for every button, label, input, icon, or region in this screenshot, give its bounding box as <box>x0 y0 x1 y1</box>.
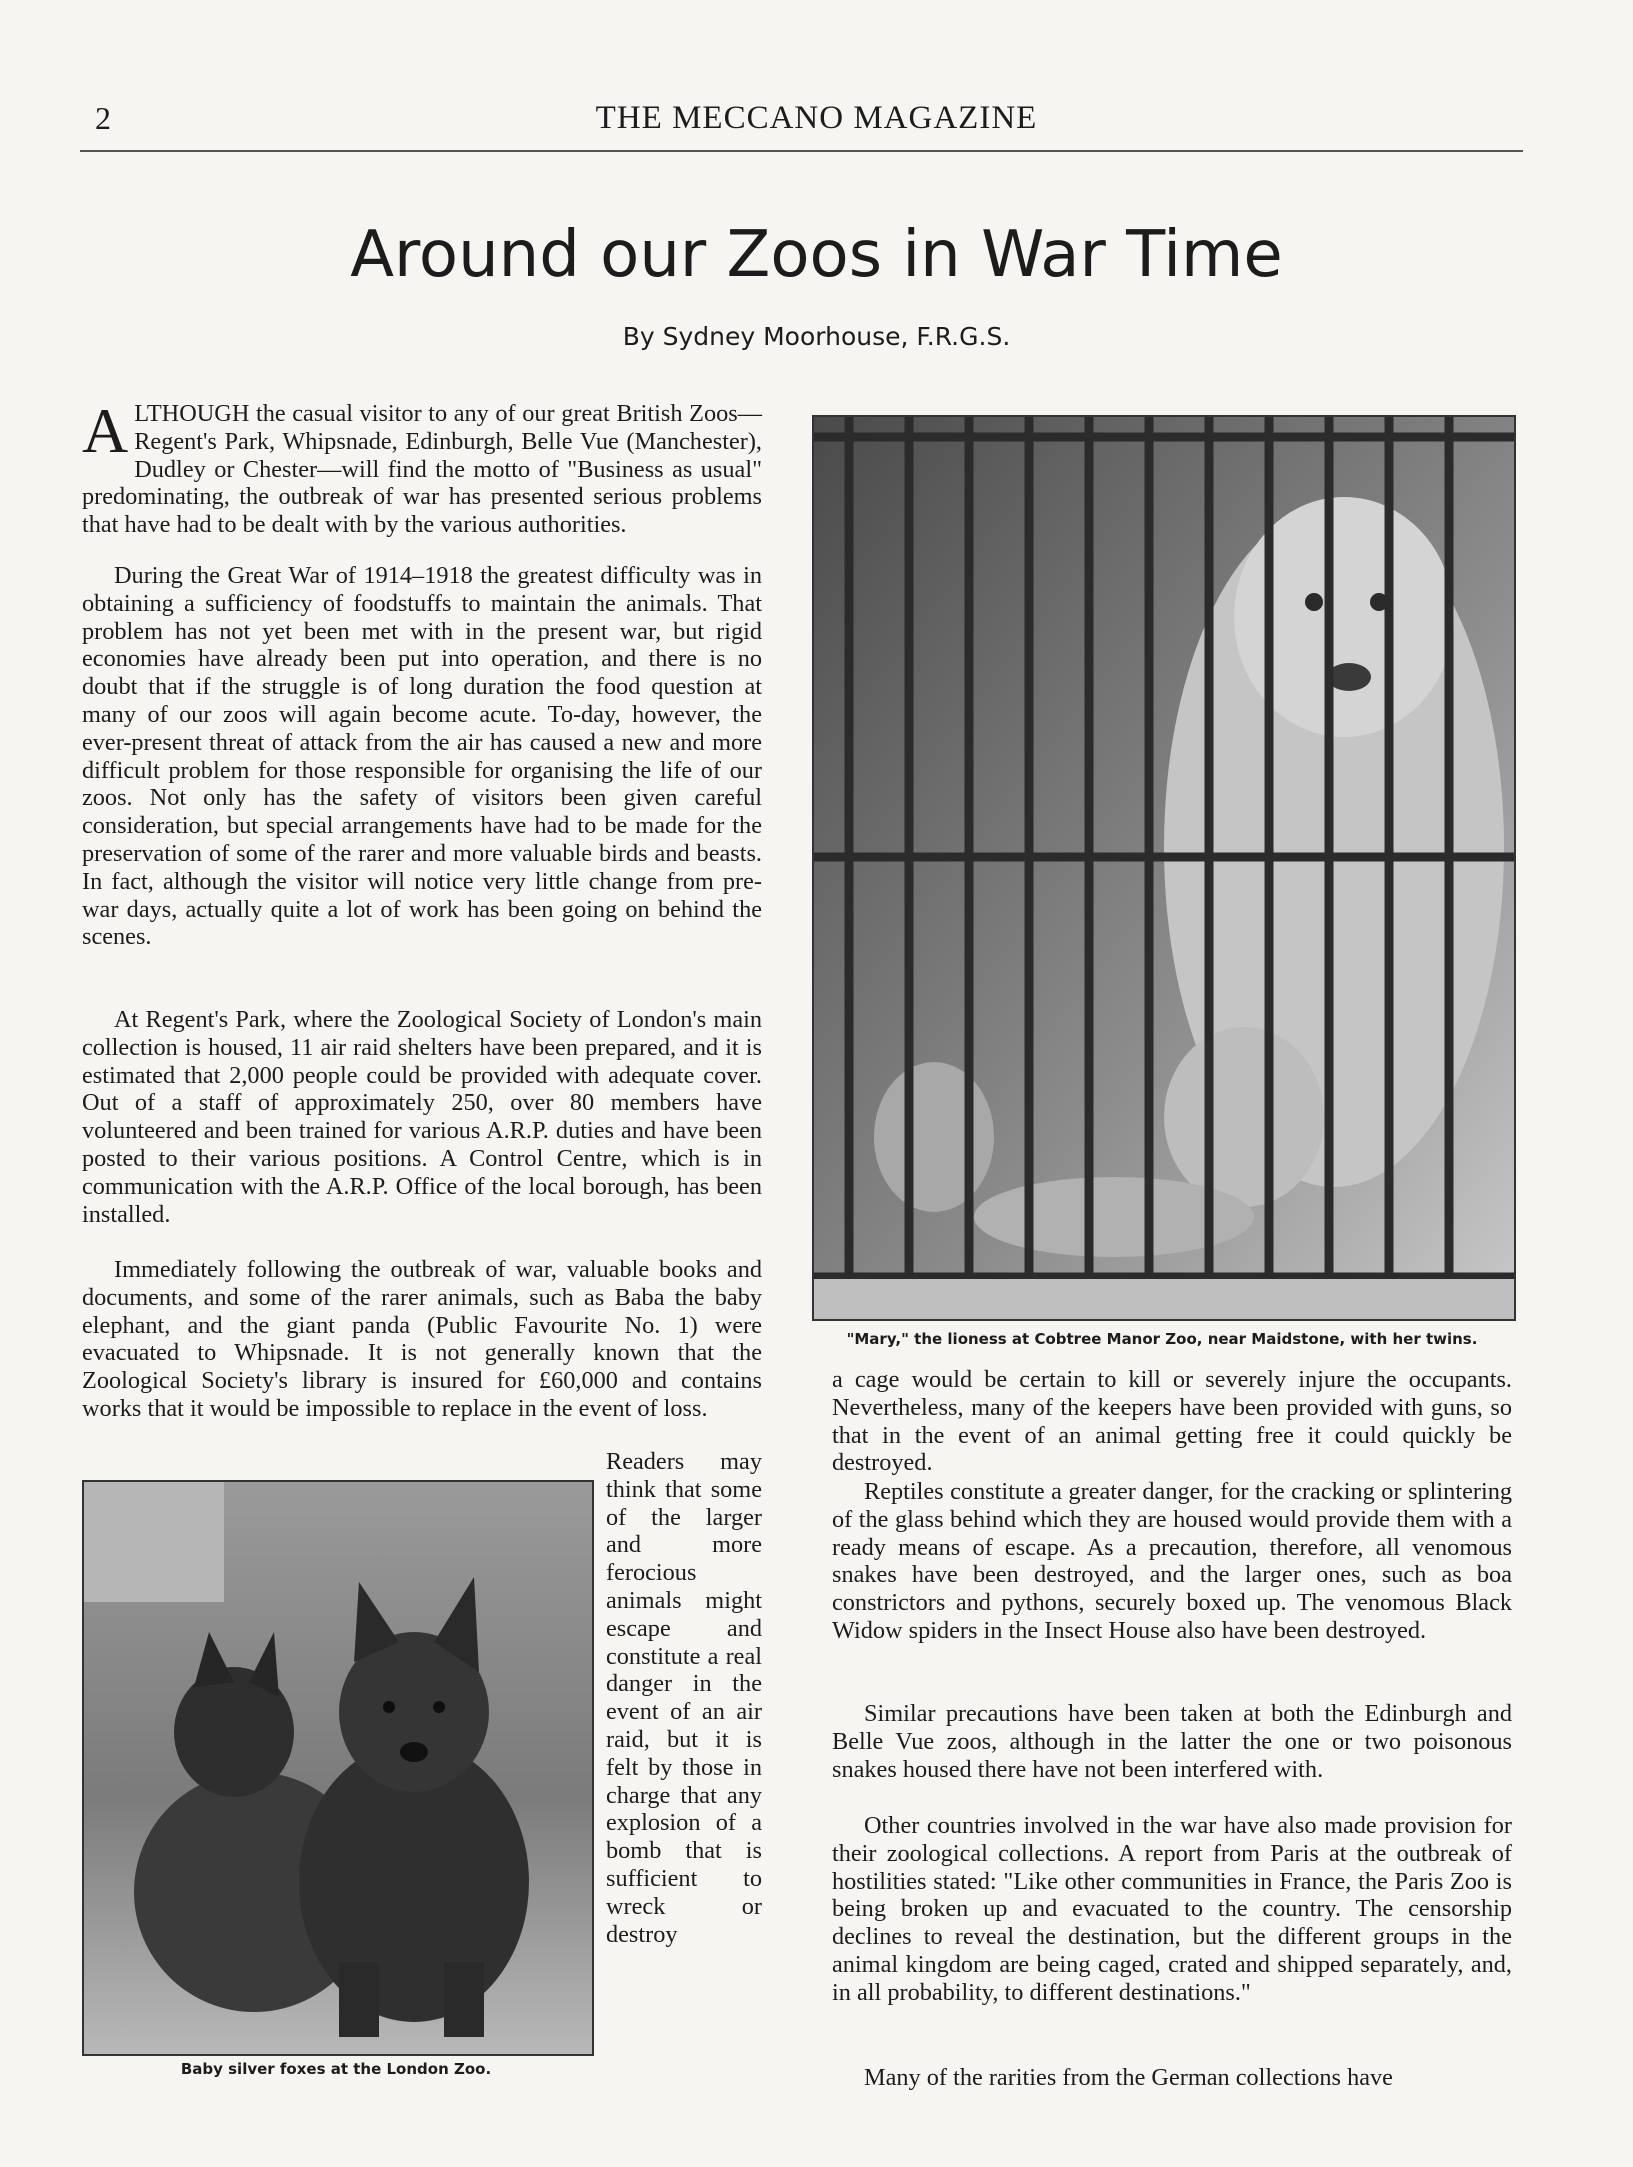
lioness-photo <box>812 415 1516 1321</box>
silver-foxes-photo <box>82 1480 594 2056</box>
dropcap: A <box>82 395 129 466</box>
paragraph-1 <box>82 395 762 539</box>
paragraph-7: Similar precautions have been taken at both the Edinburgh and Belle Vue zoos, although in the latter the one or two poisonous snakes housed there have not been interfered with. <box>832 1700 1512 1783</box>
article-title: Around our Zoos in War Time <box>350 218 1283 292</box>
paragraph-5-narrow: Readers may think that some of the larger and more ferocious animals might escape and constitute a real danger in the event of an air raid, but it is felt by those in charge that any explosion of a bomb that is sufficient to wreck or destroy <box>606 1448 762 1948</box>
foxes-caption: Baby silver foxes at the London Zoo. <box>180 2060 492 2078</box>
byline: By Sydney Moorhouse, F.R.G.S. <box>622 322 1011 351</box>
running-head: THE MECCANO MAGAZINE <box>595 100 1038 136</box>
lioness-illustration <box>814 417 1514 1319</box>
paragraph-5-continued: a cage would be certain to kill or severely injure the occupants. Nevertheless, many of the keepers have been provided with guns, so that in the event of an animal getting free it could quickly be destroyed. <box>832 1366 1512 1477</box>
paragraph-2: During the Great War of 1914–1918 the greatest difficulty was in obtaining a sufficiency of foodstuffs to maintain the animals. That problem has not yet been met with in the present war, but rigid economies have already been put into operation, and there is no doubt that if the struggle is of long duration the food question at many of our zoos will again become acute. To-day, however, the ever-present threat of attack from the air has caused a new and more difficult problem for those responsible for organising the life of our zoos. Not only has the safety of visitors been given careful consideration, but special arrangements have had to be made for the preservation of some of the rarer and more valuable birds and beasts. In fact, although the visitor will notice very little change from pre-war days, actually quite a lot of work has been going on behind the scenes. <box>82 562 762 951</box>
paragraph-3: At Regent's Park, where the Zoological Society of London's main collection is housed, 11 air raid shelters have been prepared, and it is estimated that 2,000 people could be provided with adequate cover. Out of a staff of approximately 250, over 80 members have volunteered and been trained for various A.R.P. duties and have been posted to their various positions. A Control Centre, which is in communication with the A.R.P. Office of the local borough, has been installed. <box>82 1006 762 1228</box>
paragraph-4: Immediately following the outbreak of war, valuable books and documents, and some of the rarer animals, such as Baba the baby elephant, and the giant panda (Public Favourite No. 1) were evacuated to Whipsnade. It is not generally known that the Zoological Society's library is insured for £60,000 and contains works that it would be impossible to replace in the event of loss. <box>82 1256 762 1422</box>
paragraph-6: Reptiles constitute a greater danger, for the cracking or splintering of the glass behind which they are housed would provide them with a ready means of escape. As a precaution, therefore, all venomous snakes have been destroyed, and the larger ones, such as boa constrictors and pythons, securely boxed up. The venomous Black Widow spiders in the Insect House also have been destroyed. <box>832 1478 1512 1644</box>
silver-foxes-illustration <box>84 1482 592 2054</box>
paragraph-8: Other countries involved in the war have also made provision for their zoological collections. A report from Paris at the outbreak of hostilities stated: "Like other communities in France, the Paris Zoo is being broken up and evacuated to the country. The censorship declines to reveal the destination, but the different groups in the animal kingdom are being caged, crated and shipped separately, and, in all probability, to different destinations." <box>832 1812 1512 2006</box>
paragraph-1-text: LTHOUGH the casual visitor to any of our great British Zoos—Regent's Park, Whipsnade, Edinburgh, Belle Vue (Manchester), Dudley or Chester—will find the motto of "Business as usual" predominating, the outbreak of war has presented serious problems that have had to be dealt with by the various authorities. <box>82 400 762 539</box>
lioness-caption: "Mary," the lioness at Cobtree Manor Zoo, near Maidstone, with her twins. <box>846 1330 1478 1348</box>
header-rule <box>80 150 1523 152</box>
paragraph-9: Many of the rarities from the German collections have <box>864 2064 1393 2091</box>
page-number: 2 <box>95 100 111 136</box>
